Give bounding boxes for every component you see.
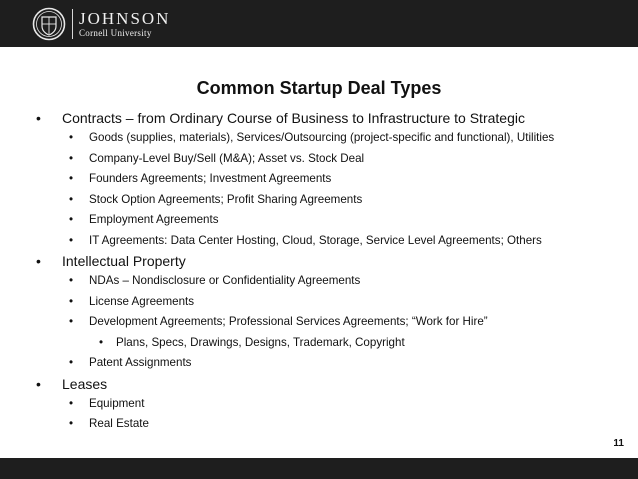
bullet-marker: • bbox=[69, 233, 74, 247]
bullet-text: Patent Assignments bbox=[89, 356, 192, 369]
bullet-text: Development Agreements; Professional Services Agreements; “Work for Hire” bbox=[89, 315, 488, 328]
bullet-item-level-3 bbox=[36, 333, 626, 354]
bullet-marker: • bbox=[36, 253, 41, 269]
bullet-marker: • bbox=[69, 294, 74, 308]
slide-title: Common Startup Deal Types bbox=[196, 78, 442, 98]
bullet-marker: • bbox=[69, 356, 74, 369]
bullet-marker: • bbox=[69, 396, 74, 410]
bullet-marker: • bbox=[99, 335, 104, 349]
bullet-marker: • bbox=[69, 192, 74, 206]
bullet-text: Equipment bbox=[89, 396, 145, 410]
bullet-item-level-1 bbox=[36, 374, 626, 394]
bullet-item-level-2 bbox=[36, 414, 626, 435]
bullet-text: Employment Agreements bbox=[89, 213, 219, 226]
bullet-text: IT Agreements: Data Center Hosting, Cloud, Storage, Service Level Agreements; Others bbox=[89, 233, 542, 247]
bullet-marker: • bbox=[69, 274, 74, 287]
bullet-item-level-2 bbox=[36, 210, 626, 231]
bullet-text: Goods (supplies, materials), Services/Outsourcing (project-specific and functional), Utilities bbox=[89, 131, 555, 144]
bullet-marker: • bbox=[36, 375, 41, 392]
bullet-text: Intellectual Property bbox=[62, 253, 186, 269]
bullet-marker: • bbox=[69, 417, 74, 430]
bullet-text: NDAs – Nondisclosure or Confidentiality Agreements bbox=[89, 274, 361, 287]
bullet-text: Company-Level Buy/Sell (M&A); Asset vs. Stock Deal bbox=[89, 151, 365, 165]
header-bar bbox=[0, 0, 638, 47]
bullet-item-level-2 bbox=[36, 292, 626, 313]
footer-bar bbox=[0, 458, 638, 479]
bullet-item-level-1 bbox=[36, 251, 626, 271]
bullet-text: Contracts – from Ordinary Course of Business to Infrastructure to Strategic bbox=[62, 110, 525, 126]
bullet-text: Plans, Specs, Drawings, Designs, Trademark, Copyright bbox=[116, 335, 405, 349]
bullet-marker: • bbox=[36, 110, 41, 126]
logo-wordmark: JOHNSON bbox=[79, 8, 171, 28]
bullet-marker: • bbox=[69, 172, 74, 185]
bullet-list bbox=[36, 108, 626, 435]
cornell-seal-icon bbox=[32, 7, 66, 41]
bullet-text: Founders Agreements; Investment Agreements bbox=[89, 172, 332, 185]
bullet-text: License Agreements bbox=[89, 294, 195, 308]
johnson-logo bbox=[32, 5, 170, 43]
bullet-item-level-2 bbox=[36, 271, 626, 292]
bullet-text: Real Estate bbox=[89, 417, 149, 430]
bullet-item-level-2 bbox=[36, 231, 626, 252]
bullet-item-level-2 bbox=[36, 169, 626, 190]
bullet-item-level-1 bbox=[36, 108, 626, 128]
bullet-item-level-2 bbox=[36, 149, 626, 170]
bullet-item-level-2 bbox=[36, 312, 626, 333]
logo-divider bbox=[72, 9, 73, 39]
bullet-marker: • bbox=[69, 315, 74, 328]
bullet-text: Stock Option Agreements; Profit Sharing Agreements bbox=[89, 192, 363, 206]
bullet-marker: • bbox=[69, 131, 74, 144]
page-number: 11 bbox=[613, 438, 624, 449]
bullet-item-level-2 bbox=[36, 394, 626, 415]
bullet-item-level-2 bbox=[36, 190, 626, 211]
bullet-marker: • bbox=[69, 151, 74, 165]
logo-subtitle: Cornell University bbox=[79, 27, 152, 38]
bullet-marker: • bbox=[69, 213, 74, 226]
bullet-item-level-2 bbox=[36, 128, 626, 149]
bullet-text: Leases bbox=[62, 375, 108, 392]
bullet-item-level-2 bbox=[36, 353, 626, 374]
